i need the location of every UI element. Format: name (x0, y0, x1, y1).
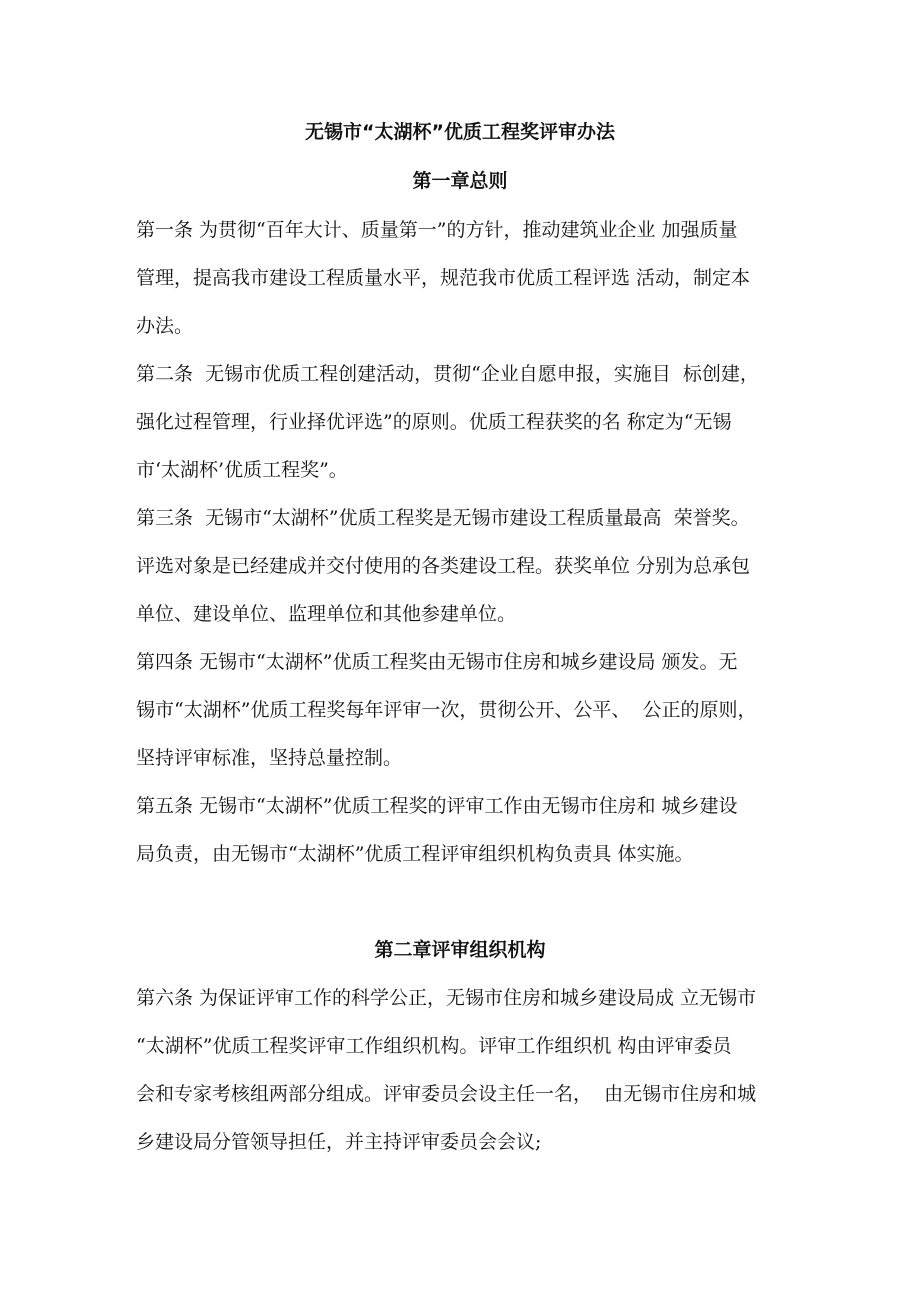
paragraph-line: 第一条 为贯彻“百年大计、质量第一”的方针，推动建筑业企业 加强质量 (136, 219, 738, 241)
paragraph-line: 会和专家考核组两部分组成。评审委员会设主任一名， 由无锡市住房和城 (136, 1083, 757, 1105)
paragraph-line: 市‘太湖杯’优质工程奖”。 (136, 459, 348, 481)
paragraph-line: 第二条 无锡市优质工程创建活动，贯彻“企业自愿申报，实施目 标创建， (136, 363, 759, 385)
document-title: 无锡市“太湖杯”优质工程奖评审办法 (305, 121, 615, 143)
paragraph-line: 单位、建设单位、监理单位和其他参建单位。 (136, 603, 517, 625)
paragraph-line: 强化过程管理，行业择优评选”的原则。优质工程获奖的名 称定为“无锡 (136, 411, 732, 433)
chapter-2-heading: 第二章评审组织机构 (374, 939, 546, 961)
paragraph-line: 锡市“太湖杯”优质工程奖每年评审一次，贯彻公开、公平、 公正的原则， (136, 699, 757, 721)
paragraph-line: 第五条 无锡市“太湖杯”优质工程奖的评审工作由无锡市住房和 城乡建设 (136, 795, 738, 817)
paragraph-line: “太湖杯”优质工程奖评审工作组织机构。评审工作组织机 构由评审委员 (136, 1035, 732, 1057)
chapter-1-heading: 第一章总则 (412, 170, 508, 192)
paragraph-line: 乡建设局分管领导担任，并主持评审委员会会议; (136, 1131, 542, 1153)
paragraph-line: 第四条 无锡市“太湖杯”优质工程奖由无锡市住房和城乡建设局 颁发。无 (136, 651, 738, 673)
paragraph-line: 第六条 为保证评审工作的科学公正，无锡市住房和城乡建设局成 立无锡市 (136, 987, 757, 1009)
paragraph-line: 评选对象是已经建成并交付使用的各类建设工程。获奖单位 分别为总承包 (136, 555, 751, 577)
paragraph-line: 第三条 无锡市“太湖杯”优质工程奖是无锡市建设工程质量最高 荣誉奖。 (136, 507, 750, 529)
paragraph-line: 坚持评审标准，坚持总量控制。 (136, 747, 403, 769)
paragraph-line: 办法。 (136, 315, 194, 337)
paragraph-line: 局负责，由无锡市“太湖杯”优质工程评审组织机构负责具 体实施。 (136, 843, 694, 865)
paragraph-line: 管理，提高我市建设工程质量水平，规范我市优质工程评选 活动，制定本 (136, 267, 751, 289)
